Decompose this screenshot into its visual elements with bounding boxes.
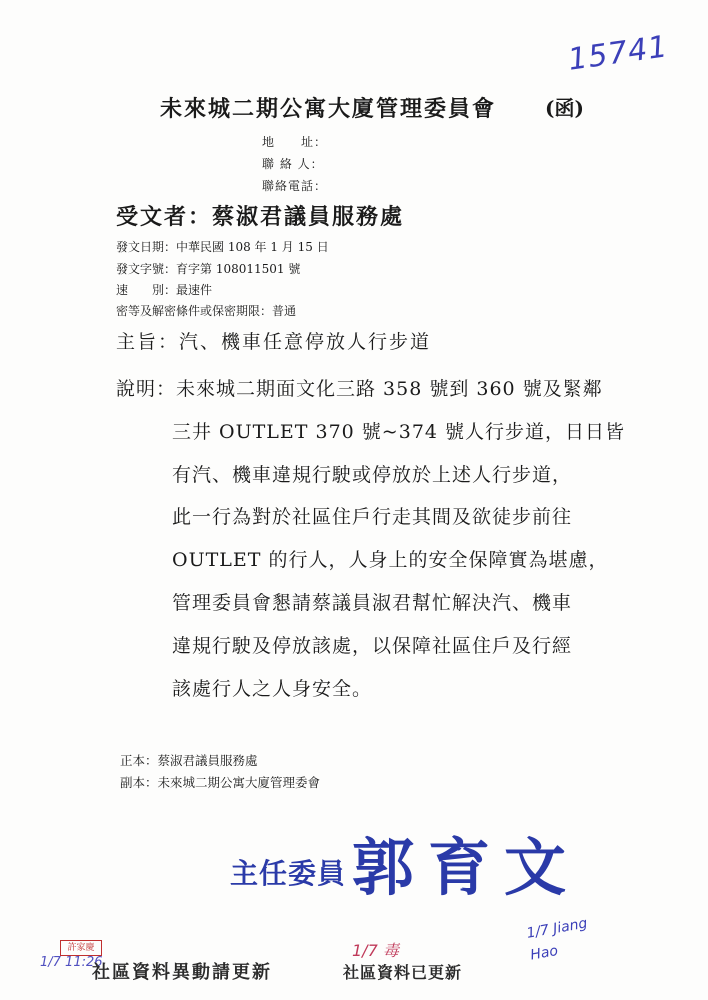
explanation-line: OUTLET 的行人，人身上的安全保障實為堪慮，: [172, 549, 609, 571]
phone-label: 聯絡電話：: [262, 179, 328, 193]
explanation-line: 說明：未來城二期面文化三路 358 號到 360 號及緊鄰: [116, 378, 603, 400]
reference-number: 發文字號：育字第 108011501 號: [116, 262, 301, 276]
handwritten-note-left: 1/7 11:26: [40, 955, 103, 970]
explanation-line: 管理委員會懇請蔡議員淑君幫忙解決汽、機車: [172, 592, 573, 614]
contact-person-label: 聯 絡 人：: [262, 157, 324, 171]
address-label: 地 址：: [262, 135, 328, 149]
explanation-line: 該處行人之人身安全。: [172, 678, 373, 700]
org-title: 未來城二期公寓大廈管理委員會: [160, 96, 497, 122]
chairman-seal: [230, 818, 580, 907]
handwritten-doc-number: 15741: [566, 29, 671, 78]
explanation-line: 有汽、機車違規行駛或停放於上述人行步道，: [172, 464, 573, 486]
recipient: 受文者：蔡淑君議員服務處: [116, 204, 405, 230]
handwritten-note-right: 1/7 Jiang Hao: [525, 915, 589, 964]
name-stamp-box: 許家慶: [60, 940, 102, 956]
stamp-updated: 社區資料已更新: [343, 963, 463, 982]
stamp-update-request: 社區資料異動請更新: [92, 962, 272, 983]
explanation-line: 違規行駛及停放該處，以保障社區住戶及行經: [172, 635, 573, 657]
subject: 主旨：汽、機車任意停放人行步道: [116, 331, 432, 353]
doc-type: (函): [545, 96, 584, 120]
speed-class: 速 別：最速件: [116, 283, 213, 297]
issue-date: 發文日期：中華民國 108 年 1 月 15 日: [116, 240, 329, 254]
secrecy-level: 密等及解密條件或保密期限：普通: [116, 304, 297, 318]
handwritten-note-mid: 1/7 毒: [352, 941, 399, 960]
carbon-copy: 副本：未來城二期公寓大廈管理委會: [120, 775, 321, 790]
explanation-line: 此一行為對於社區住戶行走其間及欲徒步前往: [172, 506, 573, 528]
explanation-line: 三井 OUTLET 370 號~374 號人行步道，日日皆: [172, 421, 626, 443]
main-copy: 正本：蔡淑君議員服務處: [120, 753, 258, 768]
seal-role: 主任委員: [230, 857, 347, 890]
seal-name: 郭育文: [352, 831, 581, 904]
